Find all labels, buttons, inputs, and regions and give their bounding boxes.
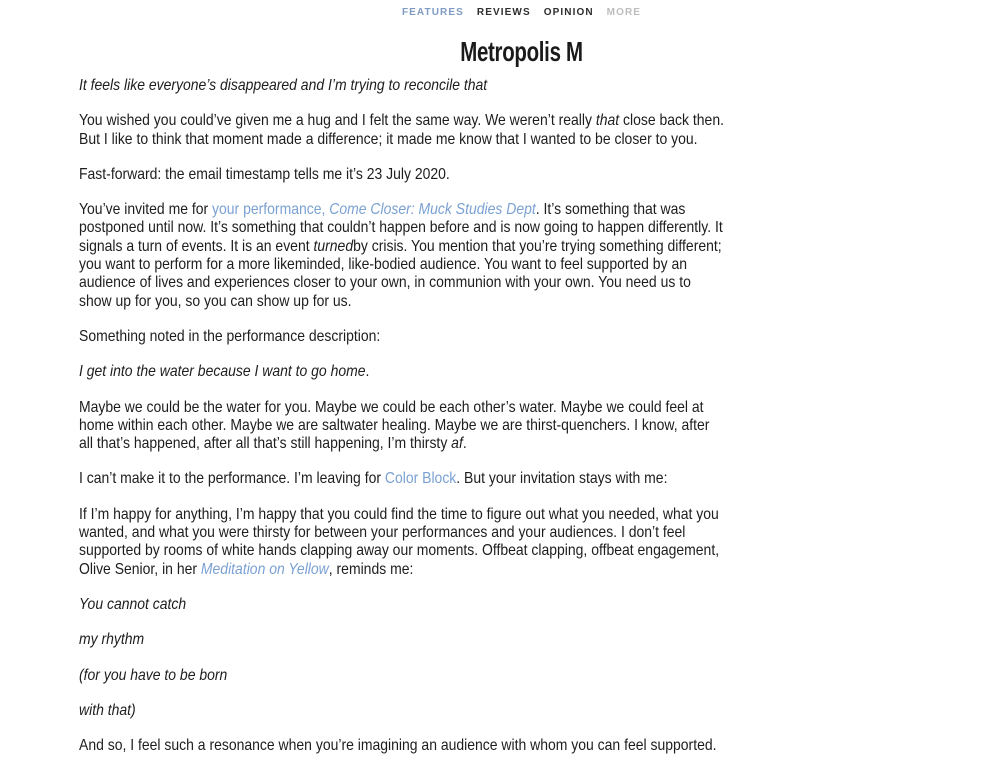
paragraph-text-emphasis: turned <box>313 237 354 255</box>
performance-link[interactable] <box>212 201 536 218</box>
paragraph-resonance <box>79 737 727 755</box>
paragraph-text: Maybe we could be the water for you. Maybe we could be each other’s water. Maybe we could feel at home within each other. Maybe we are saltwater healing. Maybe we are thirst-quenchers. I know, after all that’s happened, after all that’s still happening, I’m thirsty <box>79 398 710 453</box>
paragraph-text: (for you have to be born <box>79 666 228 684</box>
paragraph-text: You’ve invited me for <box>79 201 213 219</box>
performance-link-title: Come Closer: Muck Studies Dept <box>329 201 536 219</box>
poem-line-4 <box>79 702 727 720</box>
paragraph-text: . It’s something that was postponed until now. It’s something that couldn’t happen before and is now going to happen differently. It signals a turn of events. It is an event <box>79 201 723 255</box>
article-body <box>79 77 727 755</box>
paragraph-text: I can’t make it to the performance. I’m leaving for <box>79 470 385 488</box>
paragraph-text: Something noted in the performance description: <box>79 327 381 345</box>
paragraph-text: my rhythm <box>79 631 145 649</box>
paragraph-description-lead <box>79 328 727 346</box>
nav-item-reviews[interactable]: REVIEWS <box>476 7 531 18</box>
paragraph-water-quote <box>79 363 727 381</box>
nav-item-opinion[interactable]: OPINION <box>543 7 594 18</box>
site-header <box>22 0 999 66</box>
paragraph-timestamp <box>79 166 727 184</box>
paragraph-text-emphasis: af <box>451 435 463 453</box>
paragraph-text: with that) <box>79 701 136 719</box>
color-block-link[interactable]: Color Block <box>384 470 457 488</box>
paragraph-text: You cannot catch <box>79 595 187 613</box>
poem-line-3 <box>79 667 727 685</box>
nav-item-features[interactable]: FEATURES <box>401 7 464 18</box>
paragraph-intro <box>79 77 727 95</box>
paragraph-hug <box>79 112 727 149</box>
paragraph-text: . <box>462 435 467 453</box>
paragraph-text: . But your invitation stays with me: <box>456 470 668 488</box>
meditation-on-yellow-link[interactable]: Meditation on Yellow <box>200 560 329 578</box>
paragraph-text: by crisis. You mention that you’re trying something different; you want to perform for a more likeminded, like-bodied audience. You want to feel supported by an audience of lives and experiences closer to your own, in communion with your own. You need us to show up for you, so you can show up for us. <box>79 237 722 310</box>
paragraph-text: Fast-forward: the email timestamp tells me it’s 23 July 2020. <box>79 165 450 183</box>
page-title: Metropolis M <box>460 36 583 67</box>
nav-item-more[interactable]: MORE <box>606 7 642 18</box>
top-nav <box>22 7 999 18</box>
paragraph-text: , reminds me: <box>328 560 414 578</box>
paragraph-text: close back then. But I like to think that moment made a difference; it made me know that I wanted to be closer to you. <box>79 112 724 148</box>
paragraph-text-emphasis: that <box>595 112 620 130</box>
poem-line-2 <box>79 631 727 649</box>
paragraph-text: It feels like everyone’s disappeared and I’m trying to reconcile that <box>79 77 488 94</box>
paragraph-cant-make-it <box>79 470 727 488</box>
paragraph-text-emphasis: I get into the water because I want to go home <box>79 363 366 381</box>
performance-link-text: your performance, <box>212 201 330 219</box>
poem-line-1 <box>79 596 727 614</box>
paragraph-text: If I’m happy for anything, I’m happy that you could find the time to figure out what you needed, what you wanted, and what you were thirsty for between your performances and your audiences. I don’t feel supported by rooms of white hands clapping away our moments. Offbeat clapping, offbeat engagement, Olive Senior, in her <box>79 505 720 578</box>
paragraph-text: . <box>365 363 370 381</box>
paragraph-text: You wished you could’ve given me a hug and I felt the same way. We weren’t really <box>79 112 596 130</box>
paragraph-invitation <box>79 201 727 311</box>
paragraph-happy <box>79 506 727 579</box>
paragraph-maybe-water <box>79 399 727 454</box>
paragraph-text: And so, I feel such a resonance when you’re imagining an audience with whom you can feel supported. <box>79 737 717 755</box>
